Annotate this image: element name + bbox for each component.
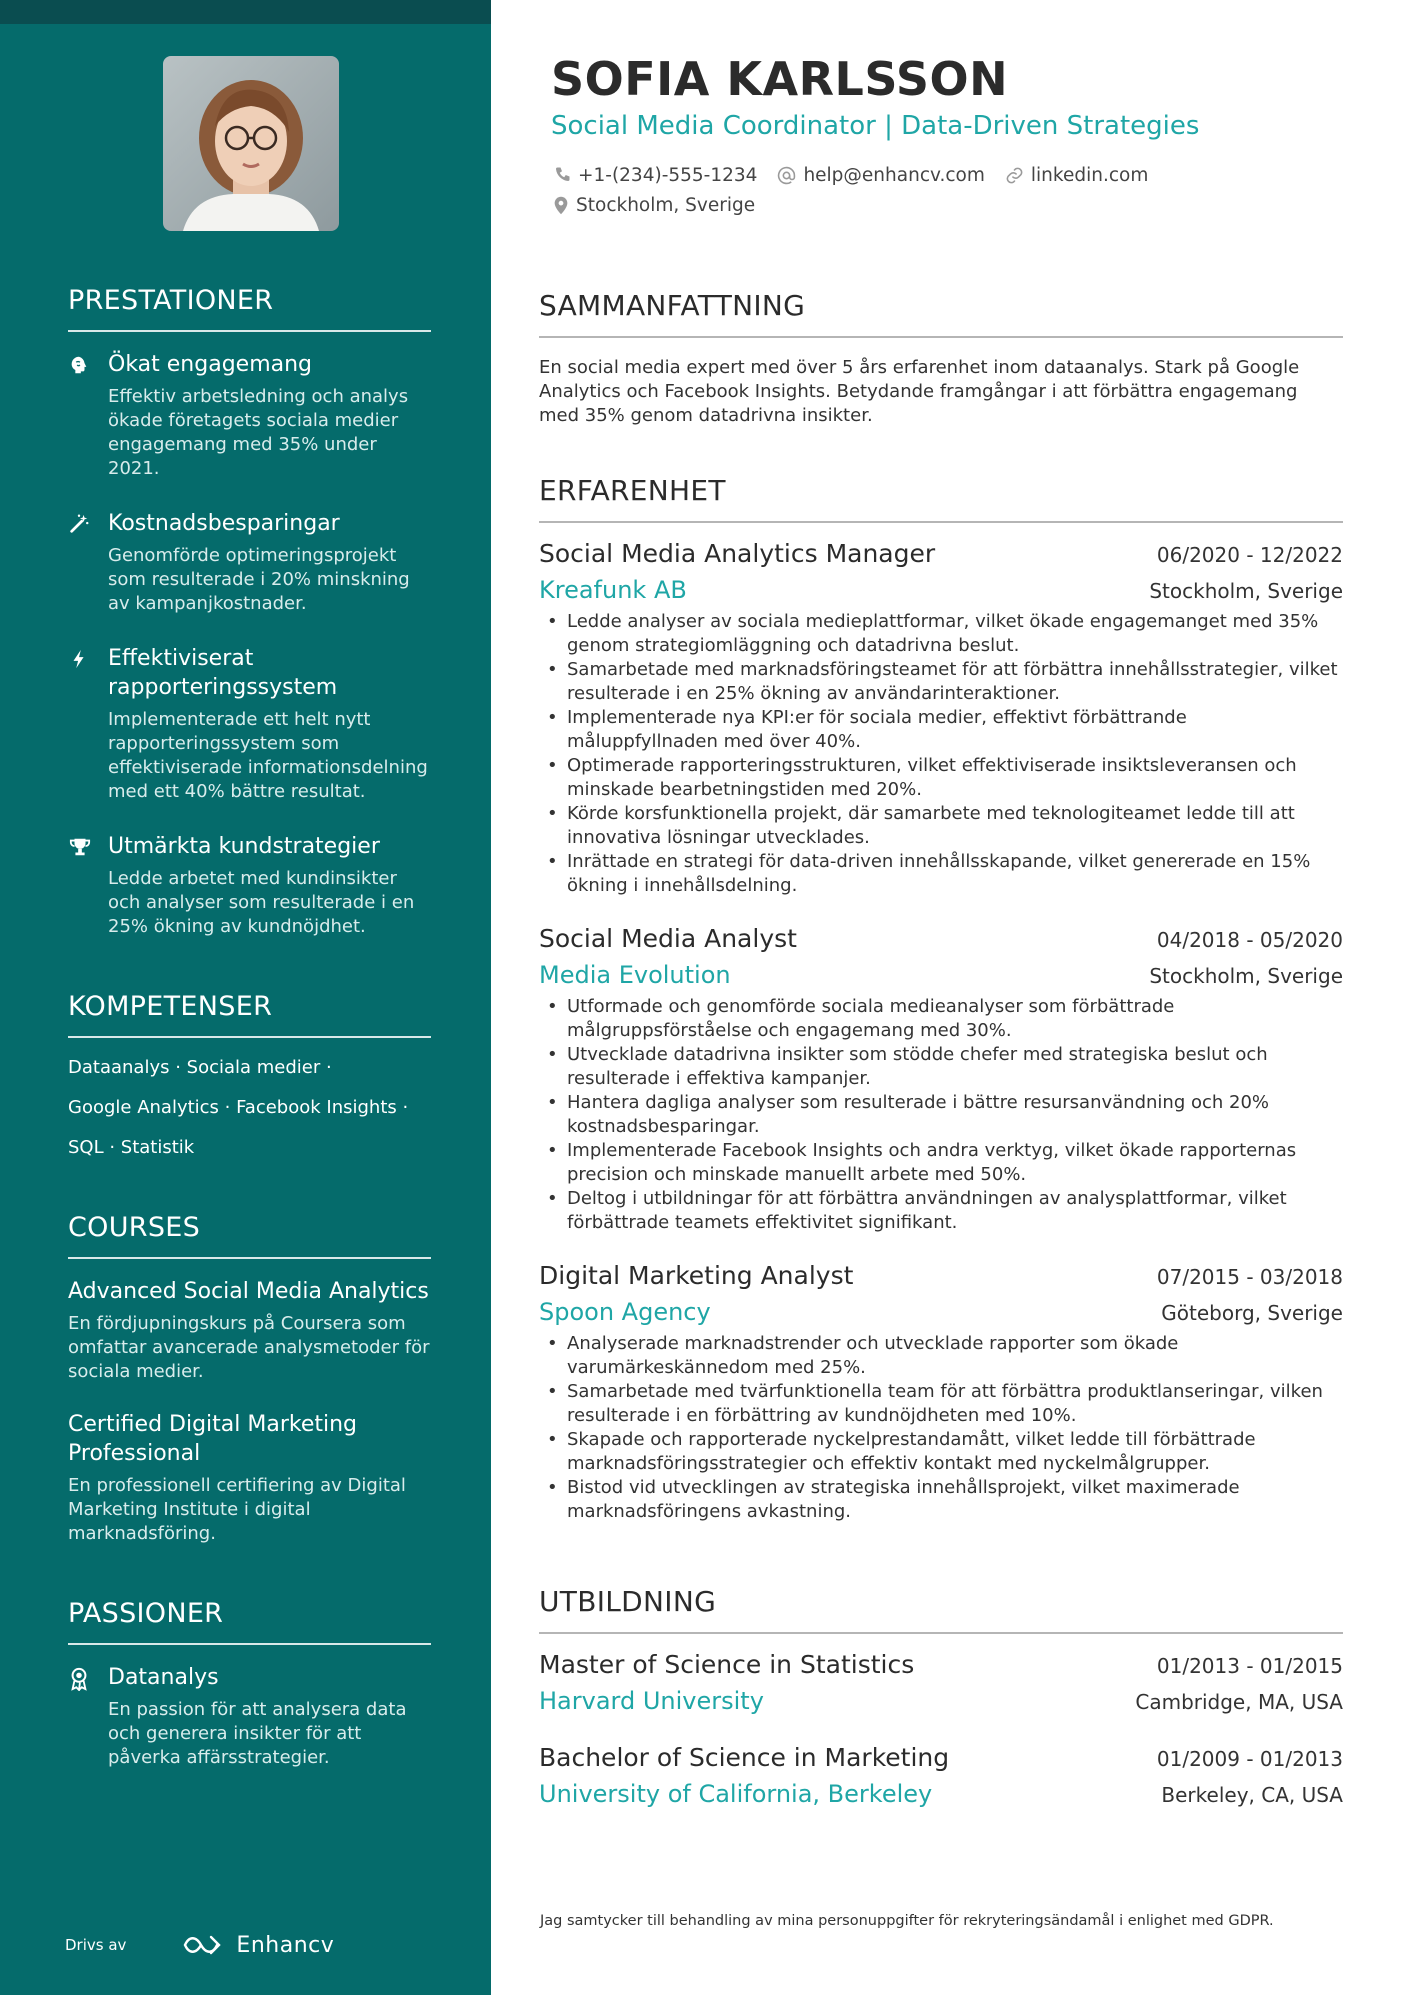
brain-icon: [68, 350, 108, 481]
powered-by-footer: [65, 1930, 365, 1960]
job-title: Digital Marketing Analyst: [539, 1261, 854, 1290]
achievement-title: Effektiviserat rapporteringssystem: [108, 646, 338, 700]
skills-line: Google Analytics · Facebook Insights ·: [68, 1097, 409, 1118]
degree-title: Master of Science in Statistics: [539, 1650, 915, 1679]
achievement-item: [68, 509, 431, 616]
magic-wand-icon: [68, 509, 108, 616]
award-icon: [68, 1663, 108, 1770]
course-title: Certified Digital Marketing Professional: [68, 1412, 358, 1466]
courses-section: [68, 1212, 431, 1546]
achievement-item: [68, 644, 431, 804]
job-bullets: [539, 995, 1343, 1235]
gdpr-consent: Jag samtycker till behandling av mina personuppgifter för rekryteringsändamål i enlighet med GDPR.: [540, 1913, 1274, 1929]
achievement-title: Ökat engagemang: [108, 352, 313, 377]
job-entry: [539, 924, 1343, 1235]
bullet-item: • Utformade och genomförde sociala medieanalyser som förbättrade målgruppsförståelse och engagemang med 30%.: [539, 995, 1343, 1043]
job-location: Stockholm, Sverige: [1149, 579, 1343, 603]
job-location: Göteborg, Sverige: [1161, 1301, 1343, 1325]
education-entry: [539, 1650, 1343, 1715]
lightning-icon: [68, 644, 108, 804]
job-bullets: [539, 1332, 1343, 1524]
bullet-item: • Deltog i utbildningar för att förbättra användningen av analysplattformar, vilket förbättrade teamets effektivitet signifikant.: [539, 1187, 1343, 1235]
bullet-item: • Optimerade rapporteringsstrukturen, vilket effektiviserade insiktsleveransen och minskade bearbetningstiden med 20%.: [539, 754, 1343, 802]
achievement-title: Kostnadsbesparingar: [108, 511, 340, 536]
bullet-item: • Implementerade Facebook Insights och andra verktyg, vilket ökade rapporternas precision och minskade manuellt arbete med 50%.: [539, 1139, 1343, 1187]
passion-title: Datanalys: [108, 1665, 219, 1690]
linkedin-contact[interactable]: [1005, 165, 1148, 186]
job-dates: 04/2018 - 05/2020: [1156, 928, 1343, 952]
job-title: Social Media Analytics Manager: [539, 539, 936, 568]
achievement-description: Effektiv arbetsledning och analys ökade företagets sociala medier engagemang med 35% under 2021.: [108, 386, 409, 479]
job-entry: [539, 539, 1343, 898]
enhancv-brand[interactable]: Enhancv: [236, 1932, 335, 1958]
course-description: En professionell certifiering av Digital Marketing Institute i digital marknadsföring.: [68, 1475, 406, 1544]
phone-contact[interactable]: [553, 165, 757, 186]
sidebar: [0, 0, 491, 1995]
phone-text: +1-(234)-555-1234: [578, 164, 758, 186]
degree-title: Bachelor of Science in Marketing: [539, 1743, 950, 1772]
phone-icon: [553, 166, 571, 184]
school-location: Berkeley, CA, USA: [1161, 1783, 1343, 1807]
trophy-icon: [68, 832, 108, 939]
powered-by-label: Drivs av: [65, 1936, 127, 1954]
school-location: Cambridge, MA, USA: [1135, 1690, 1343, 1714]
bullet-item: • Analyserade marknadstrender och utvecklade rapporter som ökade varumärkeskännedom med 25%.: [539, 1332, 1343, 1380]
candidate-name: SOFIA KARLSSON: [551, 52, 1009, 106]
link-icon: [1005, 166, 1024, 185]
achievements-heading: PRESTATIONER: [68, 285, 431, 332]
email-contact[interactable]: [777, 165, 984, 186]
school-name: Harvard University: [539, 1687, 764, 1715]
bullet-item: • Samarbetade med marknadsföringsteamet för att förbättra innehållsstrategier, vilket resulterade i en 25% ökning av användarinteraktioner.: [539, 658, 1343, 706]
course-description: En fördjupningskurs på Coursera som omfattar avancerade analysmetoder för sociala medier.: [68, 1313, 430, 1382]
course-title: Advanced Social Media Analytics: [68, 1279, 429, 1304]
skills-section: [68, 991, 431, 1160]
achievement-item: [68, 350, 431, 481]
achievement-title: Utmärkta kundstrategier: [108, 834, 380, 859]
passion-item: [68, 1663, 431, 1770]
contact-info: [553, 160, 1253, 220]
bullet-item: • Utvecklade datadrivna insikter som stödde chefer med strategiska beslut och resulterade i effektiva kampanjer.: [539, 1043, 1343, 1091]
summary-section: [539, 289, 1343, 428]
passions-section: [68, 1598, 431, 1770]
courses-heading: COURSES: [68, 1212, 431, 1259]
job-dates: 06/2020 - 12/2022: [1156, 543, 1343, 567]
passion-description: En passion för att analysera data och generera insikter för att påverka affärsstrategier.: [108, 1699, 407, 1768]
education-dates: 01/2013 - 01/2015: [1156, 1654, 1343, 1678]
education-heading: UTBILDNING: [539, 1585, 1343, 1634]
at-icon: [777, 166, 796, 185]
job-entry: [539, 1261, 1343, 1524]
achievement-item: [68, 832, 431, 939]
skills-line: SQL · Statistik: [68, 1137, 195, 1158]
achievement-description: Implementerade ett helt nytt rapporteringssystem som effektiviserade informationsdelning med ett 40% bättre resultat.: [108, 709, 428, 802]
bullet-item: • Samarbetade med tvärfunktionella team för att förbättra produktlanseringar, vilken resulterade i en förbättring av kundnöjdheten med 10%.: [539, 1380, 1343, 1428]
summary-text: En social media expert med över 5 års erfarenhet inom dataanalys. Stark på Google Analytics och Facebook Insights. Betydande framgångar i att förbättra engagemang med 35% genom datadrivna insikter.: [539, 357, 1300, 426]
bullet-item: • Körde korsfunktionella projekt, där samarbete med teknologiteamet ledde till att innovativa lösningar utvecklades.: [539, 802, 1343, 850]
location-pin-icon: [553, 196, 569, 215]
school-name: University of California, Berkeley: [539, 1780, 933, 1808]
job-dates: 07/2015 - 03/2018: [1156, 1265, 1343, 1289]
job-company: Spoon Agency: [539, 1298, 711, 1326]
education-dates: 01/2009 - 01/2013: [1156, 1747, 1343, 1771]
linkedin-text: linkedin.com: [1030, 164, 1149, 186]
achievement-description: Genomförde optimeringsprojekt som resulterade i 20% minskning av kampanjkostnader.: [108, 545, 410, 614]
location-text: Stockholm, Sverige: [576, 194, 756, 216]
experience-heading: ERFARENHET: [539, 474, 1343, 523]
achievements-section: [68, 285, 431, 939]
course-item: [68, 1410, 431, 1546]
summary-heading: SAMMANFATTNING: [539, 289, 1343, 338]
education-entry: [539, 1743, 1343, 1808]
achievement-description: Ledde arbetet med kundinsikter och analyser som resulterade i en 25% ökning av kundnöjdhet.: [108, 868, 415, 937]
email-text: help@enhancv.com: [803, 164, 985, 186]
job-company: Kreafunk AB: [539, 576, 687, 604]
enhancv-logo-icon: [182, 1934, 226, 1956]
job-location: Stockholm, Sverige: [1149, 964, 1343, 988]
job-company: Media Evolution: [539, 961, 731, 989]
education-section: [539, 1585, 1343, 1836]
course-item: [68, 1277, 431, 1384]
profile-photo: [163, 56, 339, 231]
sidebar-top-bar: [0, 0, 491, 24]
location-contact: [553, 195, 755, 216]
job-bullets: [539, 610, 1343, 898]
experience-section: [539, 474, 1343, 1524]
job-title: Social Media Analyst: [539, 924, 797, 953]
bullet-item: • Ledde analyser av sociala medieplattformar, vilket ökade engagemanget med 35% genom strategiomläggning och datadrivna beslut.: [539, 610, 1343, 658]
skills-line: Dataanalys · Sociala medier ·: [68, 1057, 332, 1078]
skills-heading: KOMPETENSER: [68, 991, 431, 1038]
passions-heading: PASSIONER: [68, 1598, 431, 1645]
bullet-item: • Skapade och rapporterade nyckelprestandamått, vilket ledde till förbättrade marknadsföringsstrategier och effektiv kontakt med nyckelmålgrupper.: [539, 1428, 1343, 1476]
bullet-item: • Implementerade nya KPI:er för sociala medier, effektivt förbättrande måluppfyllnaden med över 40%.: [539, 706, 1343, 754]
candidate-subtitle: Social Media Coordinator | Data-Driven Strategies: [551, 111, 1200, 141]
bullet-item: • Bistod vid utvecklingen av strategiska innehållsprojekt, vilket maximerade marknadsföringens avkastning.: [539, 1476, 1343, 1524]
bullet-item: • Hantera dagliga analyser som resulterade i bättre resursanvändning och 20% kostnadsbesparingar.: [539, 1091, 1343, 1139]
bullet-item: • Inrättade en strategi för data-driven innehållsskapande, vilket genererade en 15% ökning i innehållsdelning.: [539, 850, 1343, 898]
